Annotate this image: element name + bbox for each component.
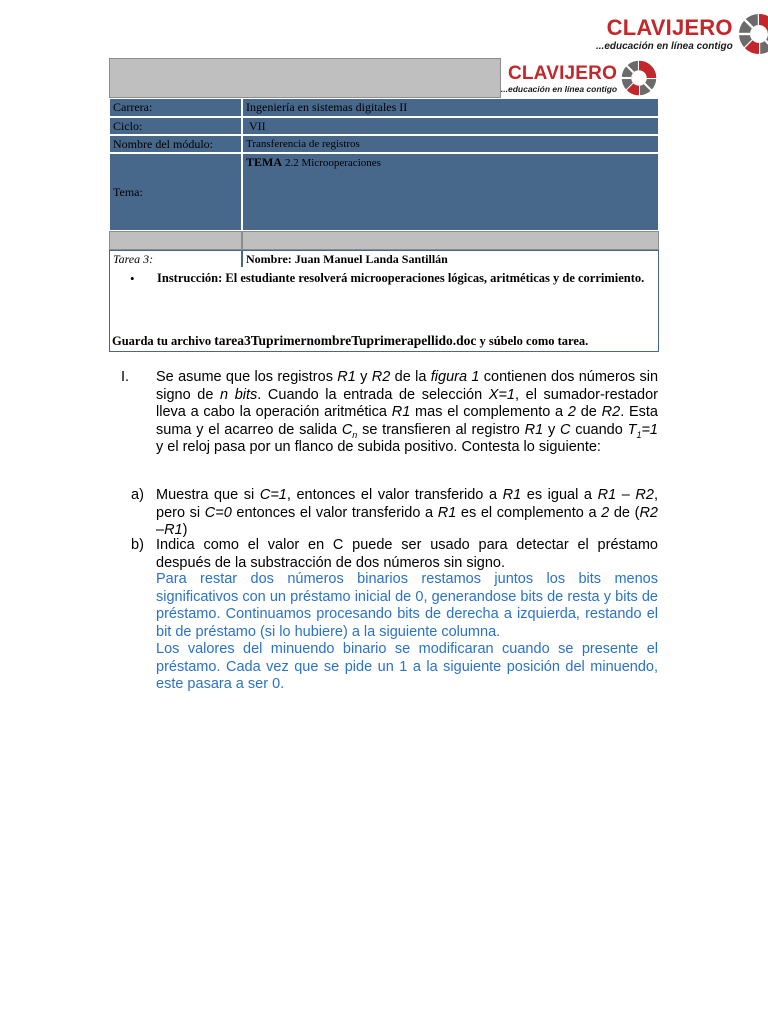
answer-block xyxy=(156,571,658,694)
tema-value: 2.2 Microoperaciones xyxy=(285,157,381,169)
modulo-label: Nombre del módulo: xyxy=(109,135,242,153)
section-number: I. xyxy=(121,369,130,385)
save-suffix: y súbelo como tarea. xyxy=(476,334,589,348)
clavijero-logo xyxy=(596,12,768,56)
gear-ring-icon xyxy=(620,59,658,97)
spacer-cell xyxy=(242,231,659,250)
logo-brand: CLAVIJERO xyxy=(606,14,733,40)
table-logo-tagline: ...educación en línea contigo xyxy=(500,83,618,94)
ciclo-label: Ciclo: xyxy=(109,117,242,135)
gear-ring-icon xyxy=(737,12,768,56)
modulo-value: Transferencia de registros xyxy=(242,135,659,153)
tema-cell xyxy=(242,153,659,231)
header-band xyxy=(109,58,501,98)
bullet: • xyxy=(130,271,135,286)
nombre-value: Nombre: Juan Manuel Landa Santillán xyxy=(242,250,659,268)
ciclo-value: VII xyxy=(242,117,659,135)
carrera-value: Ingeniería en sistemas digitales II xyxy=(242,98,659,117)
tarea-label: Tarea 3: xyxy=(109,250,242,268)
instruction-body: El estudiante resolverá microoperaciones lógicas, aritméticas y de corrimiento. xyxy=(222,271,645,285)
save-filename: tarea3TuprimernombreTuprimerapellido.doc xyxy=(214,333,477,348)
save-instruction xyxy=(112,333,658,349)
tema-label: Tema: xyxy=(109,153,242,231)
item-a-marker: a) xyxy=(131,487,144,503)
item-b-text: Indica como el valor en C puede ser usado para detectar el préstamo después de la substracción de dos números sin signo. xyxy=(156,537,658,571)
answer-paragraph: Para restar dos números binarios restamos juntos los bits menos significativos con un préstamo inicial de 0, generandose bits de resta y bits de préstamo. Continuamos procesando bits de derecha a izquierda, restando el bit de préstamo (si lo hubiere) a la siguiente columna. xyxy=(156,571,658,640)
spacer-cell xyxy=(109,231,242,250)
answer-paragraph: Los valores del minuendo binario se modificaran cuando se presente el préstamo. Cada vez que se pide un 1 a la siguiente posición del minuendo, este pasara a ser 0. xyxy=(156,641,658,692)
tema-prefix: TEMA xyxy=(246,155,282,169)
instruction-label: Instrucción: xyxy=(157,271,223,285)
save-prefix: Guarda tu archivo xyxy=(112,334,215,348)
item-a-text: Muestra que si C=1, entonces el valor transferido a R1 es igual a R1 – R2, pero si C=0 entonces el valor transferido a R1 es el complemento a 2 de (R2 –R1) xyxy=(156,487,658,538)
table-logo-brand: CLAVIJERO xyxy=(507,62,618,84)
item-b-marker: b) xyxy=(131,537,144,553)
section-paragraph: Se asume que los registros R1 y R2 de la figura 1 contienen dos números sin signo de n bits. Cuando la entrada de selección X=1, el sumador-restador lleva a cabo la operación aritmética R1 mas el complemento a 2 de R2. Esta suma y el acarreo de salida $C_n$ se transfieren al registro R1 y C cuando $T_1=1$ y el reloj pasa por un flanco de subida positivo. Contesta lo siguiente: xyxy=(156,369,659,455)
instruction-text xyxy=(157,270,647,286)
logo-tagline: ...educación en línea contigo xyxy=(596,40,733,52)
carrera-label: Carrera: xyxy=(109,98,242,117)
table-logo xyxy=(501,58,658,98)
instruction-box xyxy=(109,267,659,352)
